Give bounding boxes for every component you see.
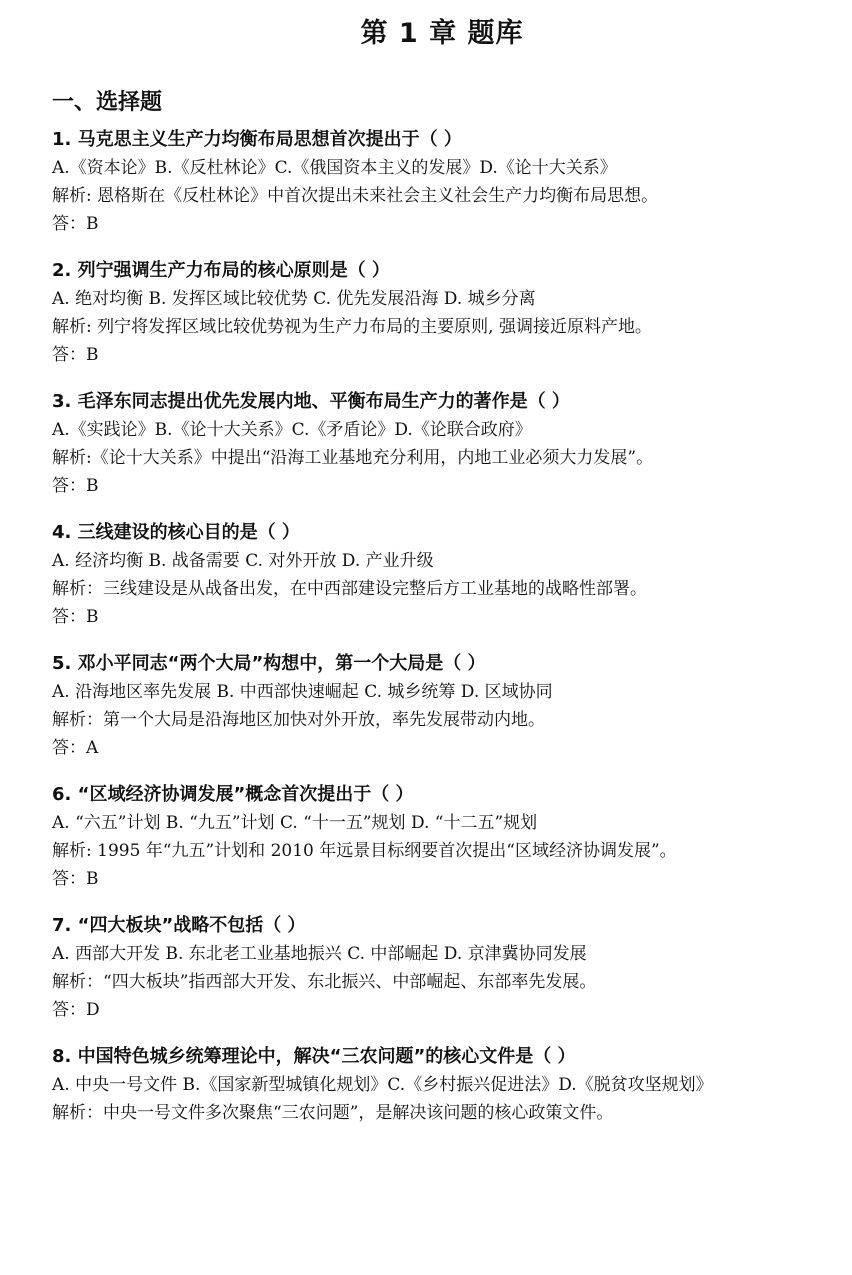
question-answer: 答：D	[52, 1000, 100, 1020]
question-stem: 6. “区域经济协调发展”概念首次提出于（ ）	[52, 784, 414, 805]
question-8	[52, 1043, 832, 1127]
question-stem: 8. 中国特色城乡统筹理论中，解决“三农问题”的核心文件是（ ）	[52, 1046, 576, 1067]
question-2	[52, 257, 832, 369]
question-stem: 3. 毛泽东同志提出优先发展内地、平衡布局生产力的著作是（ ）	[52, 391, 570, 412]
question-options: A. 西部大开发 B. 东北老工业基地振兴 C. 中部崛起 D. 京津冀协同发展	[52, 944, 587, 964]
question-analysis: 解析：第一个大局是沿海地区加快对外开放，率先发展带动内地。	[52, 710, 545, 730]
question-answer: 答：B	[52, 476, 99, 496]
question-analysis: 解析：“四大板块”指西部大开发、东北振兴、中部崛起、东部率先发展。	[52, 972, 597, 992]
question-options: A. 绝对均衡 B. 发挥区域比较优势 C. 优先发展沿海 D. 城乡分离	[52, 289, 536, 309]
question-5	[52, 650, 832, 762]
question-1	[52, 126, 832, 238]
question-options: A. 中央一号文件 B.《国家新型城镇化规划》C.《乡村振兴促进法》D.《脱贫攻坚规划》	[52, 1075, 713, 1095]
question-options: A.《资本论》B.《反杜林论》C.《俄国资本主义的发展》D.《论十大关系》	[52, 158, 617, 178]
question-7	[52, 912, 832, 1024]
question-analysis: 解析：三线建设是从战备出发，在中西部建设完整后方工业基地的战略性部署。	[52, 579, 647, 599]
section-heading: 一、选择题	[52, 90, 163, 115]
question-options: A. “六五”计划 B. “九五”计划 C. “十一五”规划 D. “十二五”规划	[52, 813, 538, 833]
question-analysis: 解析: 恩格斯在《反杜林论》中首次提出未来社会主义社会生产力均衡布局思想。	[52, 186, 659, 206]
question-analysis: 解析: 列宁将发挥区域比较优势视为生产力布局的主要原则, 强调接近原料产地。	[52, 317, 652, 337]
question-analysis: 解析:《论十大关系》中提出“沿海工业基地充分利用，内地工业必须大力发展”。	[52, 448, 654, 468]
question-stem: 7. “四大板块”战略不包括（ ）	[52, 915, 306, 936]
question-answer: 答：B	[52, 869, 99, 889]
question-stem: 5. 邓小平同志“两个大局”构想中，第一个大局是（ ）	[52, 653, 486, 674]
question-answer: 答：B	[52, 214, 99, 234]
question-analysis: 解析：中央一号文件多次聚焦“三农问题”，是解决该问题的核心政策文件。	[52, 1103, 614, 1123]
question-analysis: 解析: 1995 年“九五”计划和 2010 年远景目标纲要首次提出“区域经济协调发展”。	[52, 841, 677, 861]
document-title: 第 1 章 题库	[360, 18, 524, 49]
question-answer: 答：B	[52, 607, 99, 627]
question-6	[52, 781, 832, 893]
question-3	[52, 388, 832, 500]
question-options: A. 沿海地区率先发展 B. 中西部快速崛起 C. 城乡统筹 D. 区域协同	[52, 682, 553, 702]
question-stem: 1. 马克思主义生产力均衡布局思想首次提出于（ ）	[52, 129, 462, 150]
question-options: A. 经济均衡 B. 战备需要 C. 对外开放 D. 产业升级	[52, 551, 434, 571]
question-answer: 答：A	[52, 738, 99, 758]
question-4	[52, 519, 832, 631]
question-answer: 答：B	[52, 345, 99, 365]
question-options: A.《实践论》B.《论十大关系》C.《矛盾论》D.《论联合政府》	[52, 420, 532, 440]
question-stem: 2. 列宁强调生产力布局的核心原则是（ ）	[52, 260, 390, 281]
question-stem: 4. 三线建设的核心目的是（ ）	[52, 522, 300, 543]
